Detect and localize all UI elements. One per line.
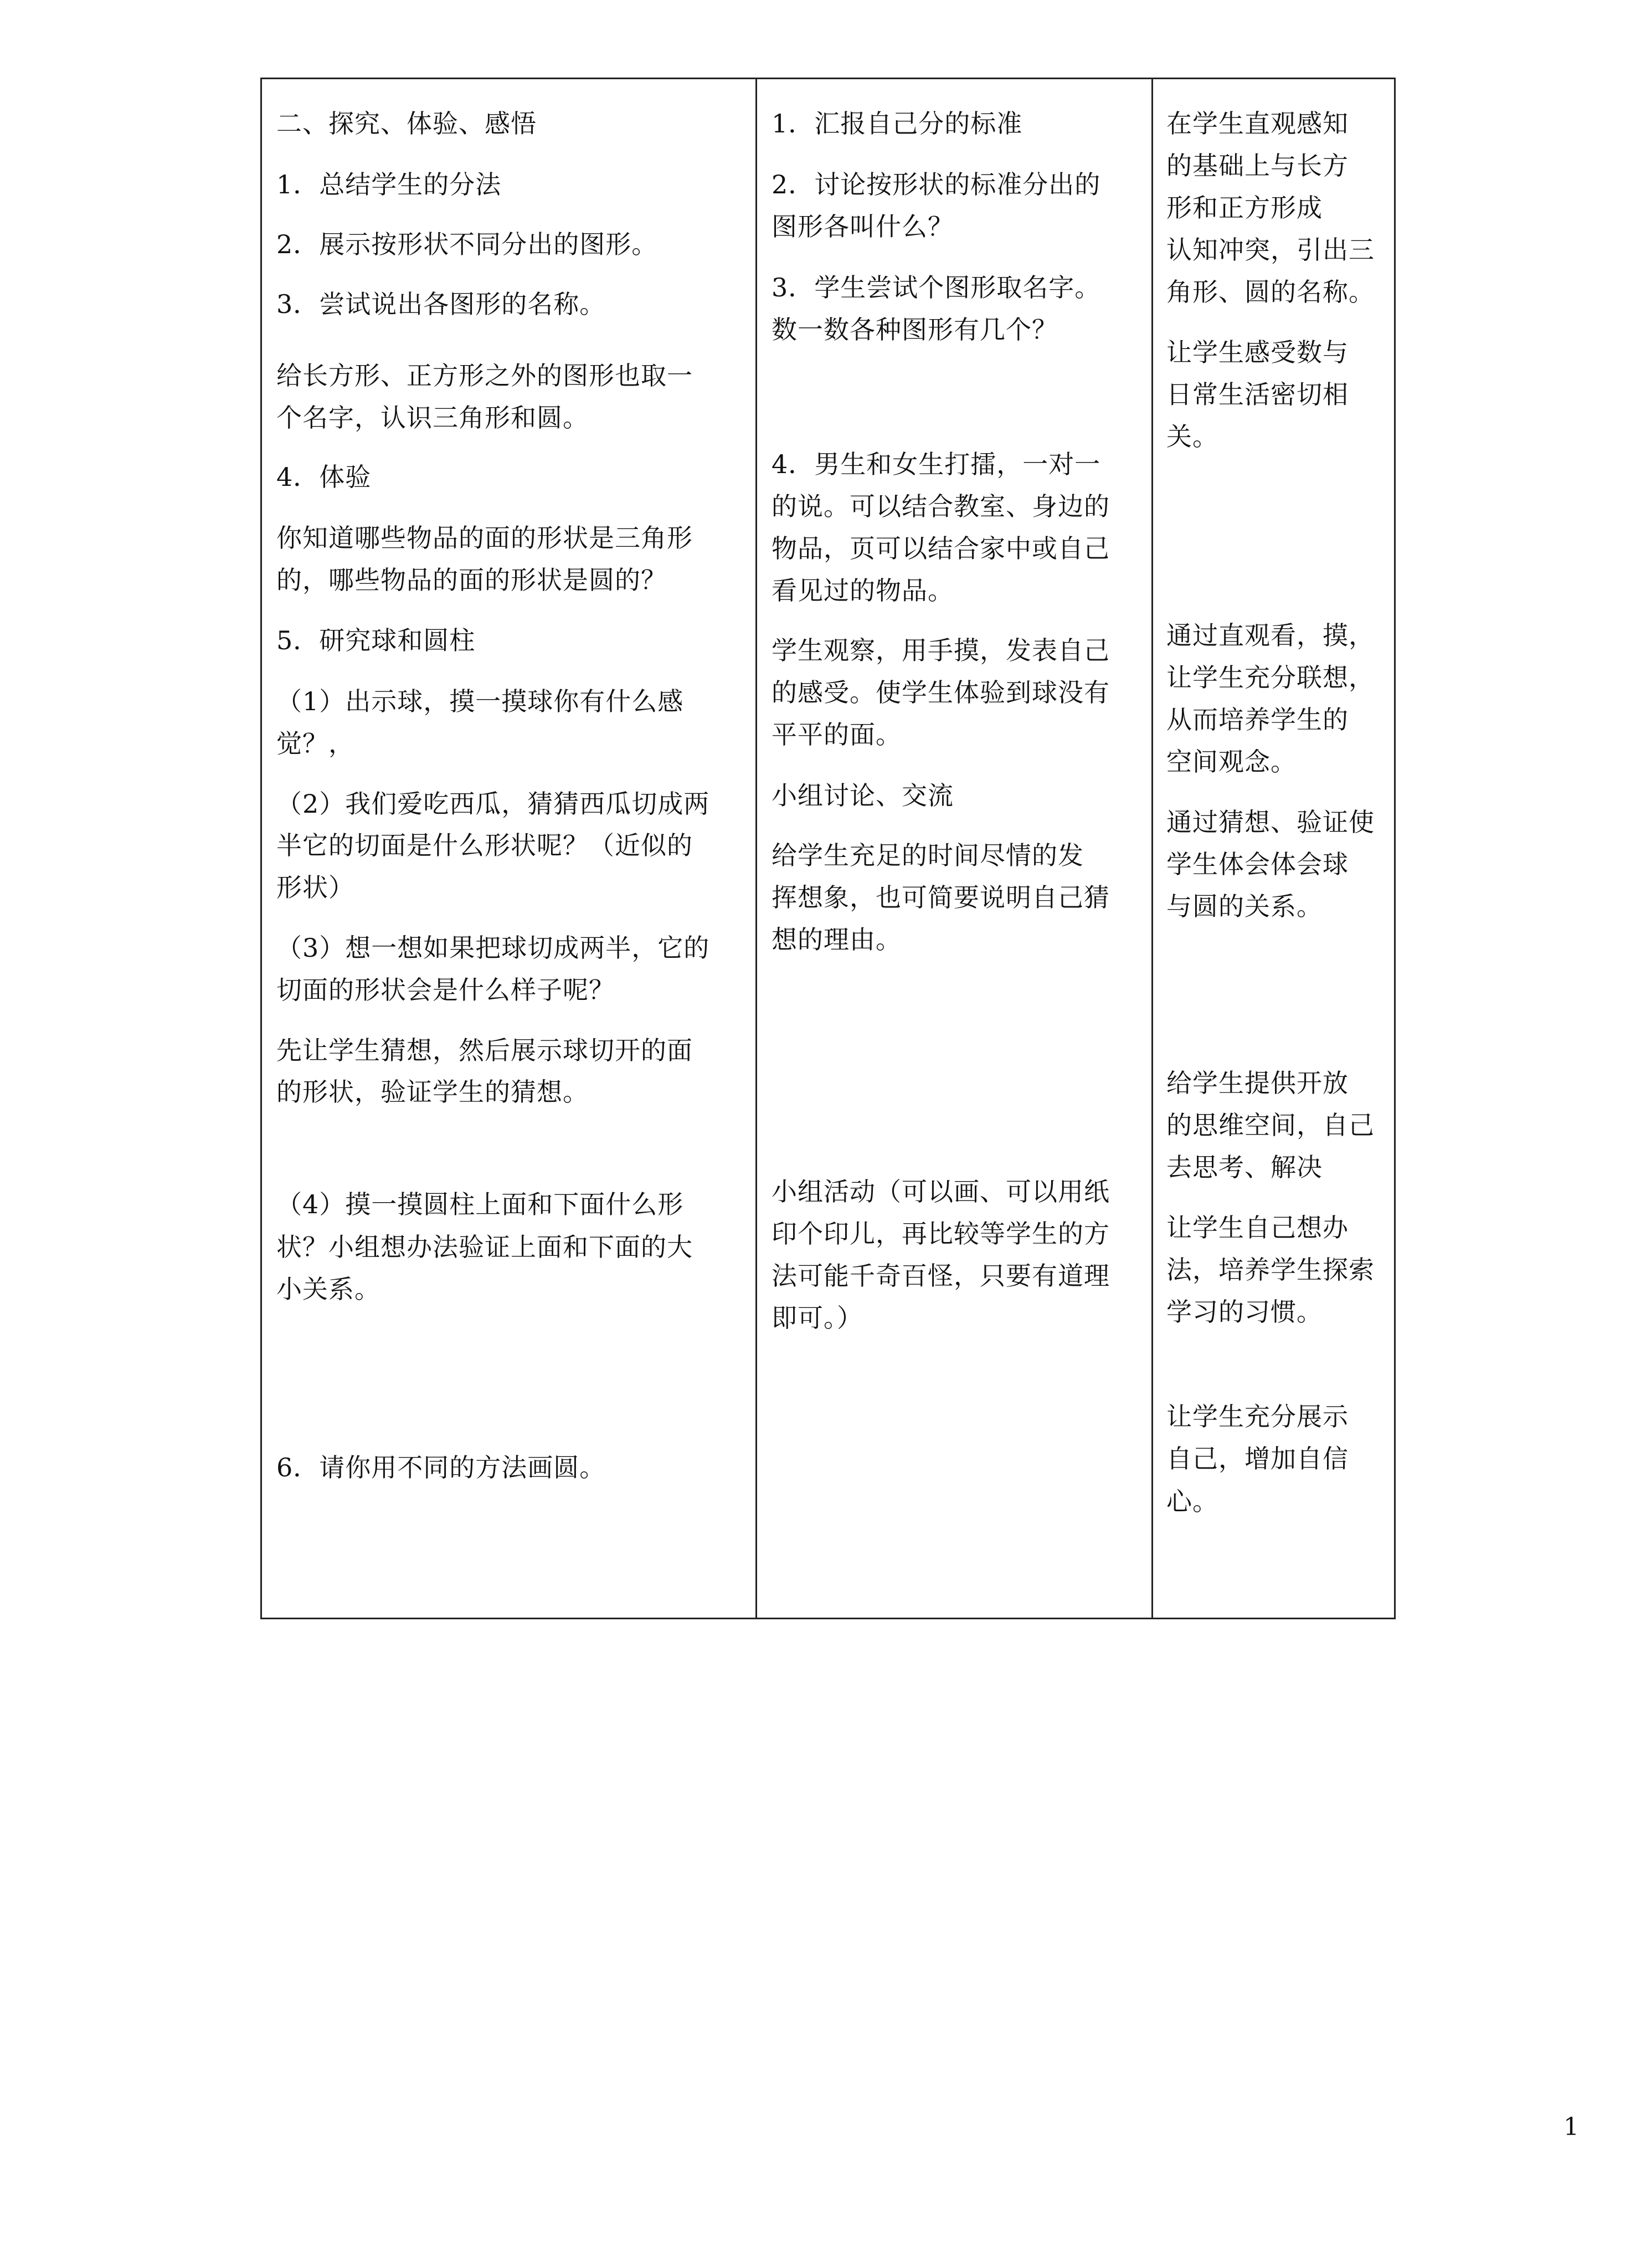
lesson-table — [260, 78, 1396, 1619]
activity-3-line-1: 3．学生尝试个图形取名字。 — [772, 273, 1101, 302]
process-step-5-3-line-1: （3）想一想如果把球切成两半，它的 — [276, 933, 710, 963]
activity-8-line-3: 法可能千奇百怪，只要有道理 — [772, 1261, 1110, 1291]
intent-4-line-1: 通过猜想、验证使 — [1166, 807, 1375, 837]
process-step-2: 2．展示按形状不同分出的图形。 — [276, 229, 658, 259]
intent-1-line-1: 在学生直观感知 — [1166, 109, 1349, 138]
activity-6: 小组讨论、交流 — [772, 781, 954, 810]
process-step-5-1-line-1: （1）出示球，摸一摸球你有什么感 — [276, 686, 684, 716]
process-step-4: 4．体验 — [276, 462, 372, 492]
intent-3-line-3: 从而培养学生的 — [1166, 705, 1349, 735]
activity-3-line-2: 数一数各种图形有几个？ — [772, 315, 1058, 345]
activity-8-line-2: 印个印儿，再比较等学生的方 — [772, 1219, 1110, 1249]
process-step-5-3-line-2: 切面的形状会是什么样子呢？ — [276, 975, 615, 1005]
intent-6-line-2: 法，培养学生探索 — [1166, 1255, 1375, 1285]
activity-5-line-1: 学生观察，用手摸，发表自己 — [772, 635, 1110, 665]
intent-2-line-3: 关。 — [1166, 422, 1218, 451]
process-step-5-2-line-1: （2）我们爱吃西瓜，猜猜西瓜切成两 — [276, 789, 710, 819]
activity-8-line-4: 即可。） — [772, 1303, 863, 1333]
process-step-1: 1．总结学生的分法 — [276, 170, 502, 199]
activity-4-line-2: 的说。可以结合教室、身边的 — [772, 491, 1110, 521]
activity-4-line-3: 物品，页可以结合家中或自己 — [772, 533, 1110, 563]
intent-3-line-1: 通过直观看，摸， — [1166, 620, 1375, 650]
intent-2-line-2: 日常生活密切相 — [1166, 379, 1349, 409]
process-step-5-3-note-line-1: 先让学生猜想，然后展示球切开的面 — [276, 1035, 693, 1065]
intent-5-line-3: 去思考、解决 — [1166, 1152, 1323, 1182]
process-step-3-note-line-2: 个名字，认识三角形和圆。 — [276, 403, 589, 433]
intent-1-line-5: 角形、圆的名称。 — [1166, 277, 1375, 307]
process-step-5-2-line-2: 半它的切面是什么形状呢？（近似的 — [276, 830, 693, 860]
activity-4-line-1: 4．男生和女生打擂，一对一 — [772, 449, 1101, 479]
activity-4-line-4: 看见过的物品。 — [772, 576, 954, 606]
activity-8-line-1: 小组活动（可以画、可以用纸 — [772, 1177, 1110, 1207]
intent-4-line-3: 与圆的关系。 — [1166, 891, 1323, 921]
intent-3-line-2: 让学生充分联想， — [1166, 663, 1375, 692]
process-step-5-1-line-2: 觉？， — [276, 728, 354, 758]
process-step-5-4-line-2: 状？小组想办法验证上面和下面的大 — [276, 1232, 693, 1262]
intent-5-line-1: 给学生提供开放 — [1166, 1068, 1349, 1098]
activity-5-line-2: 的感受。使学生体验到球没有 — [772, 678, 1110, 707]
process-step-3: 3．尝试说出各图形的名称。 — [276, 289, 606, 319]
intent-2-line-1: 让学生感受数与 — [1166, 337, 1349, 367]
process-step-4-question-line-1: 你知道哪些物品的面的形状是三角形 — [276, 523, 693, 553]
intent-6-line-3: 学习的习惯。 — [1166, 1297, 1323, 1327]
process-step-5-4-line-1: （4）摸一摸圆柱上面和下面什么形 — [276, 1189, 684, 1219]
intent-4-line-2: 学生体会体会球 — [1166, 849, 1349, 879]
intent-1-line-2: 的基础上与长方 — [1166, 151, 1349, 181]
process-step-4-question-line-2: 的，哪些物品的面的形状是圆的？ — [276, 565, 667, 595]
intent-7-line-1: 让学生充分展示 — [1166, 1402, 1349, 1431]
activity-2-line-1: 2．讨论按形状的标准分出的 — [772, 170, 1101, 199]
process-step-3-note-line-1: 给长方形、正方形之外的图形也取一 — [276, 361, 693, 391]
activity-2-line-2: 图形各叫什么？ — [772, 212, 954, 242]
activity-7-line-3: 想的理由。 — [772, 925, 902, 955]
intent-3-line-4: 空间观念。 — [1166, 747, 1297, 777]
intent-column — [1153, 79, 1396, 1618]
process-step-5-2-line-3: 形状） — [276, 873, 354, 902]
page-number: 1 — [1563, 2113, 1579, 2141]
intent-1-line-3: 形和正方形成 — [1166, 193, 1323, 223]
intent-7-line-2: 自己，增加自信心。 — [1166, 1444, 1349, 1516]
process-column — [262, 79, 755, 1618]
intent-6-line-1: 让学生自己想办 — [1166, 1213, 1349, 1243]
intent-5-line-2: 的思维空间，自己 — [1166, 1110, 1375, 1140]
activity-column — [757, 79, 1151, 1618]
activity-7-line-1: 给学生充足的时间尽情的发 — [772, 840, 1084, 870]
process-step-5-3-note-line-2: 的形状，验证学生的猜想。 — [276, 1077, 589, 1107]
activity-7-line-2: 挥想象，也可简要说明自己猜 — [772, 882, 1110, 912]
intent-1-line-4: 认知冲突，引出三 — [1166, 235, 1375, 265]
process-step-6: 6．请你用不同的方法画圆。 — [276, 1453, 606, 1482]
activity-5-line-3: 平平的面。 — [772, 720, 902, 750]
process-step-5-4-line-3: 小关系。 — [276, 1274, 380, 1304]
activity-1: 1．汇报自己分的标准 — [772, 109, 1023, 138]
process-heading: 二、探究、体验、感悟 — [276, 109, 537, 138]
process-step-5: 5．研究球和圆柱 — [276, 625, 476, 655]
